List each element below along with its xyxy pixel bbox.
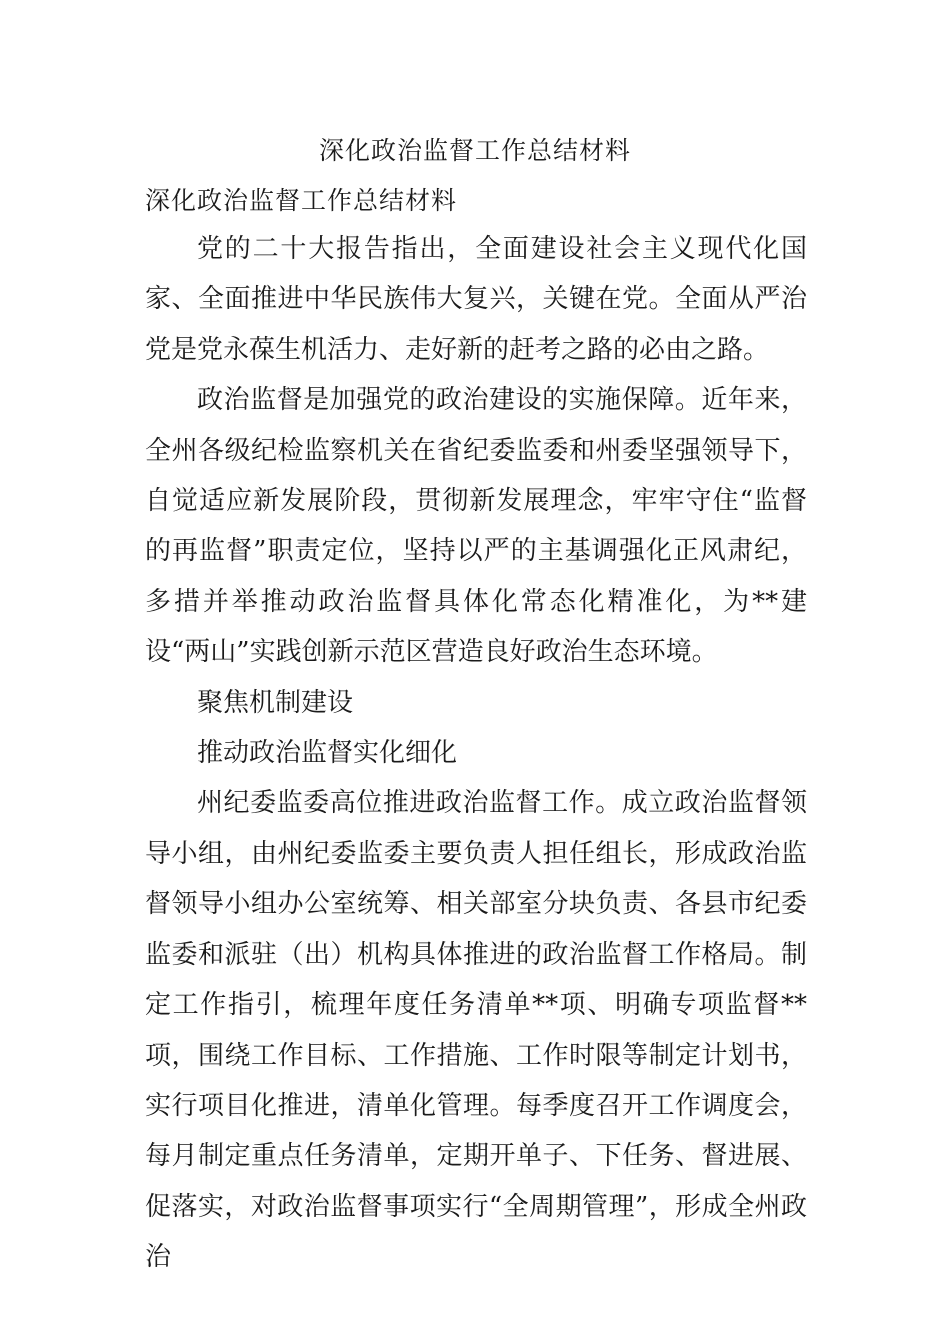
section-subheading-refinement: 推动政治监督实化细化 — [197, 738, 458, 769]
document-body — [145, 224, 807, 1283]
paragraph-intro: 党的二十大报告指出，全面建设社会主义现代化国家、全面推进中华民族伟大复兴，关键在党。全面从严治党是党永葆生机活力、走好新的赶考之路的必由之路。 — [145, 234, 807, 365]
paragraph-commission-work: 州纪委监委高位推进政治监督工作。成立政治监督领导小组，由州纪委监委主要负责人担任组长，形成政治监督领导小组办公室统筹、相关部室分块负责、各县市纪委监委和派驻（出）机构具体推进的政治监督工作格局。制定工作指引，梳理年度任务清单**项、明确专项监督**项，围绕工作目标、工作措施、工作时限等制定计划书，实行项目化推进，清单化管理。每季度召开工作调度会，每月制定重点任务清单，定期开单子、下任务、督进展、促落实，对政治监督事项实行“全周期管理”，形成全州政治 — [145, 788, 807, 1273]
section-heading-mechanism: 聚焦机制建设 — [197, 687, 354, 718]
document-title: 深化政治监督工作总结材料 — [318, 136, 631, 165]
document-subtitle: 深化政治监督工作总结材料 — [145, 186, 458, 215]
paragraph-political-supervision: 政治监督是加强党的政治建设的实施保障。近年来，全州各级纪检监察机关在省纪委监委和州委坚强领导下，自觉适应新发展阶段，贯彻新发展理念，牢牢守住“监督的再监督”职责定位，坚持以严的主基调强化正风肃纪，多措并举推动政治监督具体化常态化精准化，为**建设“两山”实践创新示范区营造良好政治生态环境。 — [145, 385, 807, 668]
